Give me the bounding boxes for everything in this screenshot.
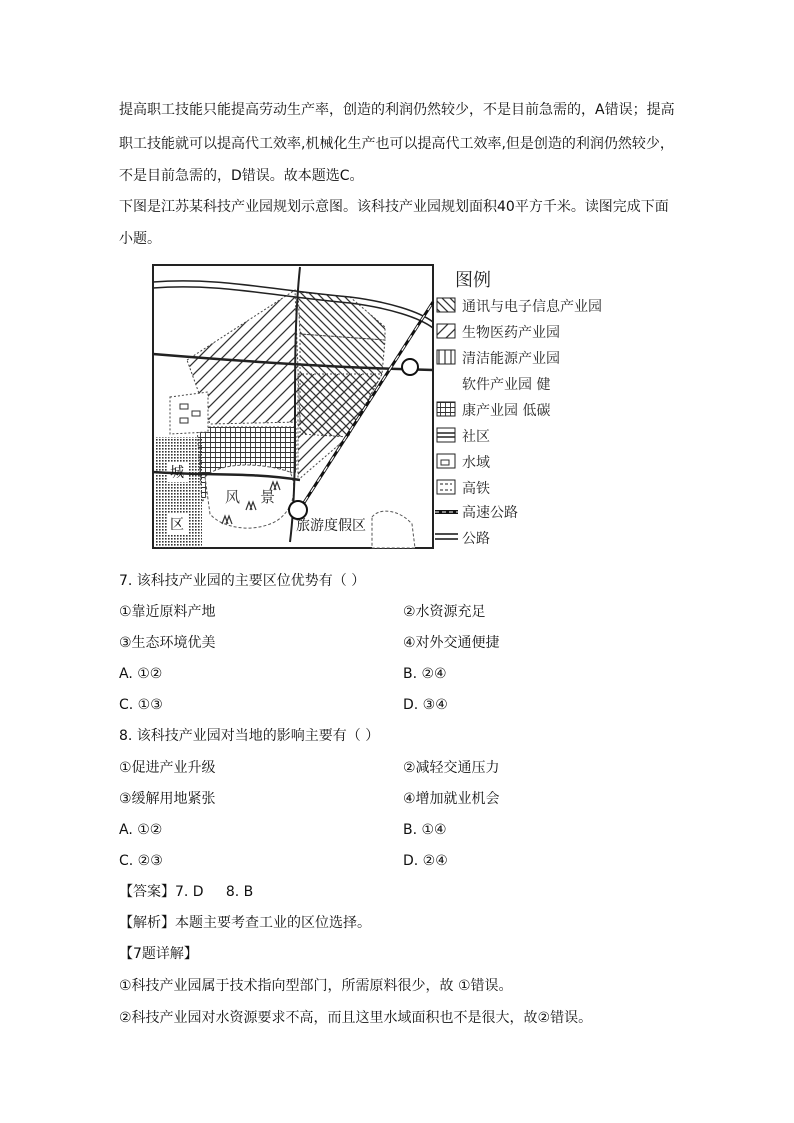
detail-line-1: ①科技产业园属于技术指向型部门，所需原料很少，故 ①错误。 — [119, 978, 513, 994]
q7-item-1: ①靠近原料产地 — [119, 604, 216, 620]
q8-choice-c: C. ②③ — [119, 853, 163, 869]
water-mark-2 — [180, 418, 188, 423]
detail-title: 【7题详解】 — [119, 946, 198, 962]
intro-line-1: 提高职工技能只能提高劳动生产率，创造的利润仍然较少，不是目前急需的，A错误；提高 — [119, 102, 675, 118]
legend-label-water: 水域 — [462, 455, 490, 471]
legend-swatch-rail — [437, 480, 455, 494]
legend-title: 图例 — [455, 270, 491, 291]
resort-label: 旅游度假区 — [296, 518, 366, 534]
legend-swatch-clean-energy — [437, 350, 455, 364]
q8-stem: 8. 该科技产业园对当地的影响主要有（ ） — [119, 728, 380, 744]
q8-choice-a: A. ①② — [119, 822, 163, 838]
q7-item-4: ④对外交通便捷 — [403, 635, 500, 651]
detail-line-2: ②科技产业园对水资源要求不高，而且这里水域面积也不是很大，故②错误。 — [119, 1010, 593, 1026]
legend-label-rail: 高铁 — [462, 481, 490, 497]
legend-swatch-health — [437, 402, 455, 416]
answer-line: 【答案】7. D 8. B — [119, 884, 254, 900]
legend-label-clean-energy: 清洁能源产业园 — [462, 351, 560, 367]
industrial-park-map — [150, 262, 642, 552]
analysis-line: 【解析】本题主要考查工业的区位选择。 — [119, 915, 371, 931]
legend-swatch-biomedical — [437, 324, 455, 338]
q7-stem: 7. 该科技产业园的主要区位优势有（ ） — [119, 573, 366, 589]
q8-choice-b: B. ①④ — [403, 822, 447, 838]
interchange-north — [402, 359, 418, 375]
q8-item-4: ④增加就业机会 — [403, 791, 500, 807]
water-mark-3 — [192, 411, 200, 416]
q7-item-3: ③生态环境优美 — [119, 635, 216, 651]
interchange-south — [289, 501, 307, 519]
legend-label-highway: 高速公路 — [462, 505, 518, 521]
legend-label-road: 公路 — [462, 531, 490, 547]
q7-item-2: ②水资源充足 — [403, 604, 486, 620]
zone-community — [170, 392, 208, 434]
city-label-1: 城 — [170, 465, 184, 481]
water-mark-1 — [180, 404, 188, 409]
scenic-label-1: 风 — [225, 488, 241, 506]
q8-item-3: ③缓解用地紧张 — [119, 791, 216, 807]
legend-label-community: 社区 — [462, 429, 490, 445]
legend-swatch-community — [437, 428, 455, 442]
intro-line-2: 职工技能就可以提高代工效率,机械化生产也可以提高代工效率,但是创造的利润仍然较少， — [119, 136, 674, 152]
q8-item-1: ①促进产业升级 — [119, 760, 216, 776]
legend-label-electronics: 通讯与电子信息产业园 — [462, 299, 602, 315]
legend-label-health: 康产业园 低碳 — [462, 403, 551, 419]
intro-line-5: 小题。 — [119, 231, 161, 247]
intro-line-4: 下图是江苏某科技产业园规划示意图。该科技产业园规划面积40平方千米。读图完成下面 — [119, 199, 669, 215]
q7-choice-d: D. ③④ — [403, 697, 448, 713]
q7-choice-c: C. ①③ — [119, 697, 163, 713]
scenic-label-2: 景 — [260, 488, 276, 506]
q7-choice-a: A. ①② — [119, 666, 163, 682]
city-label-2: 区 — [170, 517, 184, 533]
legend-label-biomedical: 生物医药产业园 — [462, 325, 560, 341]
q8-choice-d: D. ②④ — [403, 853, 448, 869]
legend-swatch-electronics — [437, 298, 455, 312]
intro-line-3: 不是目前急需的，D错误。故本题选C。 — [119, 168, 364, 184]
q7-choice-b: B. ②④ — [403, 666, 447, 682]
q8-item-2: ②减轻交通压力 — [403, 760, 500, 776]
legend-label-software: 软件产业园 健 — [462, 377, 551, 393]
